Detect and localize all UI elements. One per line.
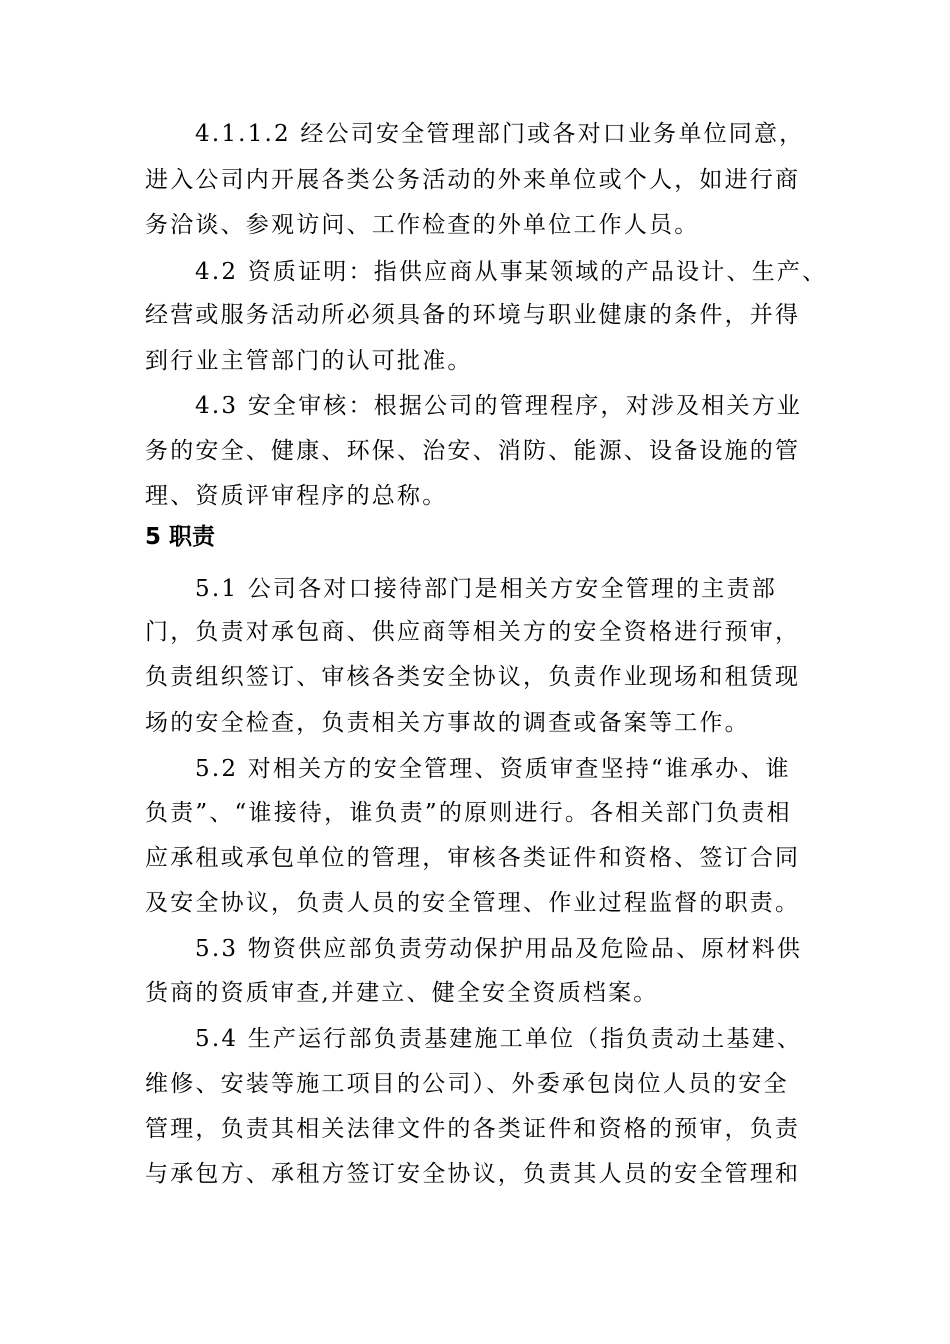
paragraph-5-2-line-2: 负责”、“谁接待，谁负责”的原则进行。各相关部门负责相 xyxy=(145,800,792,826)
paragraph-4-1-1-2-line-1: 4.1.1.2 经公司安全管理部门或各对口业务单位同意， xyxy=(195,121,805,147)
paragraph-4-2-line-3: 到行业主管部门的认可批准。 xyxy=(145,348,473,374)
paragraph-5-1-line-4: 场的安全检查，负责相关方事故的调查或备案等工作。 xyxy=(145,710,750,736)
paragraph-4-1-1-2-line-3: 务洽谈、参观访问、工作检查的外单位工作人员。 xyxy=(145,212,700,238)
paragraph-5-3-line-2: 货商的资质审查,并建立、健全安全资质档案。 xyxy=(145,980,659,1006)
paragraph-5-1-line-2: 门，负责对承包商、供应商等相关方的安全资格进行预审， xyxy=(145,619,801,645)
paragraph-5-4-line-1: 5.4 生产运行部负责基建施工单位（指负责动土基建、 xyxy=(195,1026,803,1052)
section-heading-5: 5 职责 xyxy=(145,524,216,550)
paragraph-5-2-line-4: 及安全协议，负责人员的安全管理、作业过程监督的职责。 xyxy=(145,890,801,916)
paragraph-4-3-line-1: 4.3 安全审核：根据公司的管理程序，对涉及相关方业 xyxy=(195,393,803,419)
paragraph-5-4-line-2: 维修、安装等施工项目的公司）、外委承包岗位人员的安全 xyxy=(145,1071,789,1097)
paragraph-4-3-line-2: 务的安全、健康、环保、治安、消防、能源、设备设施的管 xyxy=(145,438,801,464)
paragraph-5-3-line-1: 5.3 物资供应部负责劳动保护用品及危险品、原材料供 xyxy=(195,936,803,962)
paragraph-4-1-1-2-line-2: 进入公司内开展各类公务活动的外来单位或个人，如进行商 xyxy=(145,167,801,193)
paragraph-4-2-line-2: 经营或服务活动所必须具备的环境与职业健康的条件，并得 xyxy=(145,302,801,328)
paragraph-5-4-line-3: 管理，负责其相关法律文件的各类证件和资格的预审，负责 xyxy=(145,1116,801,1142)
paragraph-5-1-line-1: 5.1 公司各对口接待部门是相关方安全管理的主责部 xyxy=(195,576,777,602)
paragraph-5-2-line-1: 5.2 对相关方的安全管理、资质审查坚持“谁承办、谁 xyxy=(195,756,791,782)
paragraph-5-4-line-4: 与承包方、承租方签订安全协议，负责其人员的安全管理和 xyxy=(145,1161,801,1187)
paragraph-5-2-line-3: 应承租或承包单位的管理，审核各类证件和资格、签订合同 xyxy=(145,845,801,871)
paragraph-5-1-line-3: 负责组织签订、审核各类安全协议，负责作业现场和租赁现 xyxy=(145,664,801,690)
paragraph-4-3-line-3: 理、资质评审程序的总称。 xyxy=(145,483,448,509)
paragraph-4-2-line-1: 4.2 资质证明：指供应商从事某领域的产品设计、生产、 xyxy=(195,259,828,285)
